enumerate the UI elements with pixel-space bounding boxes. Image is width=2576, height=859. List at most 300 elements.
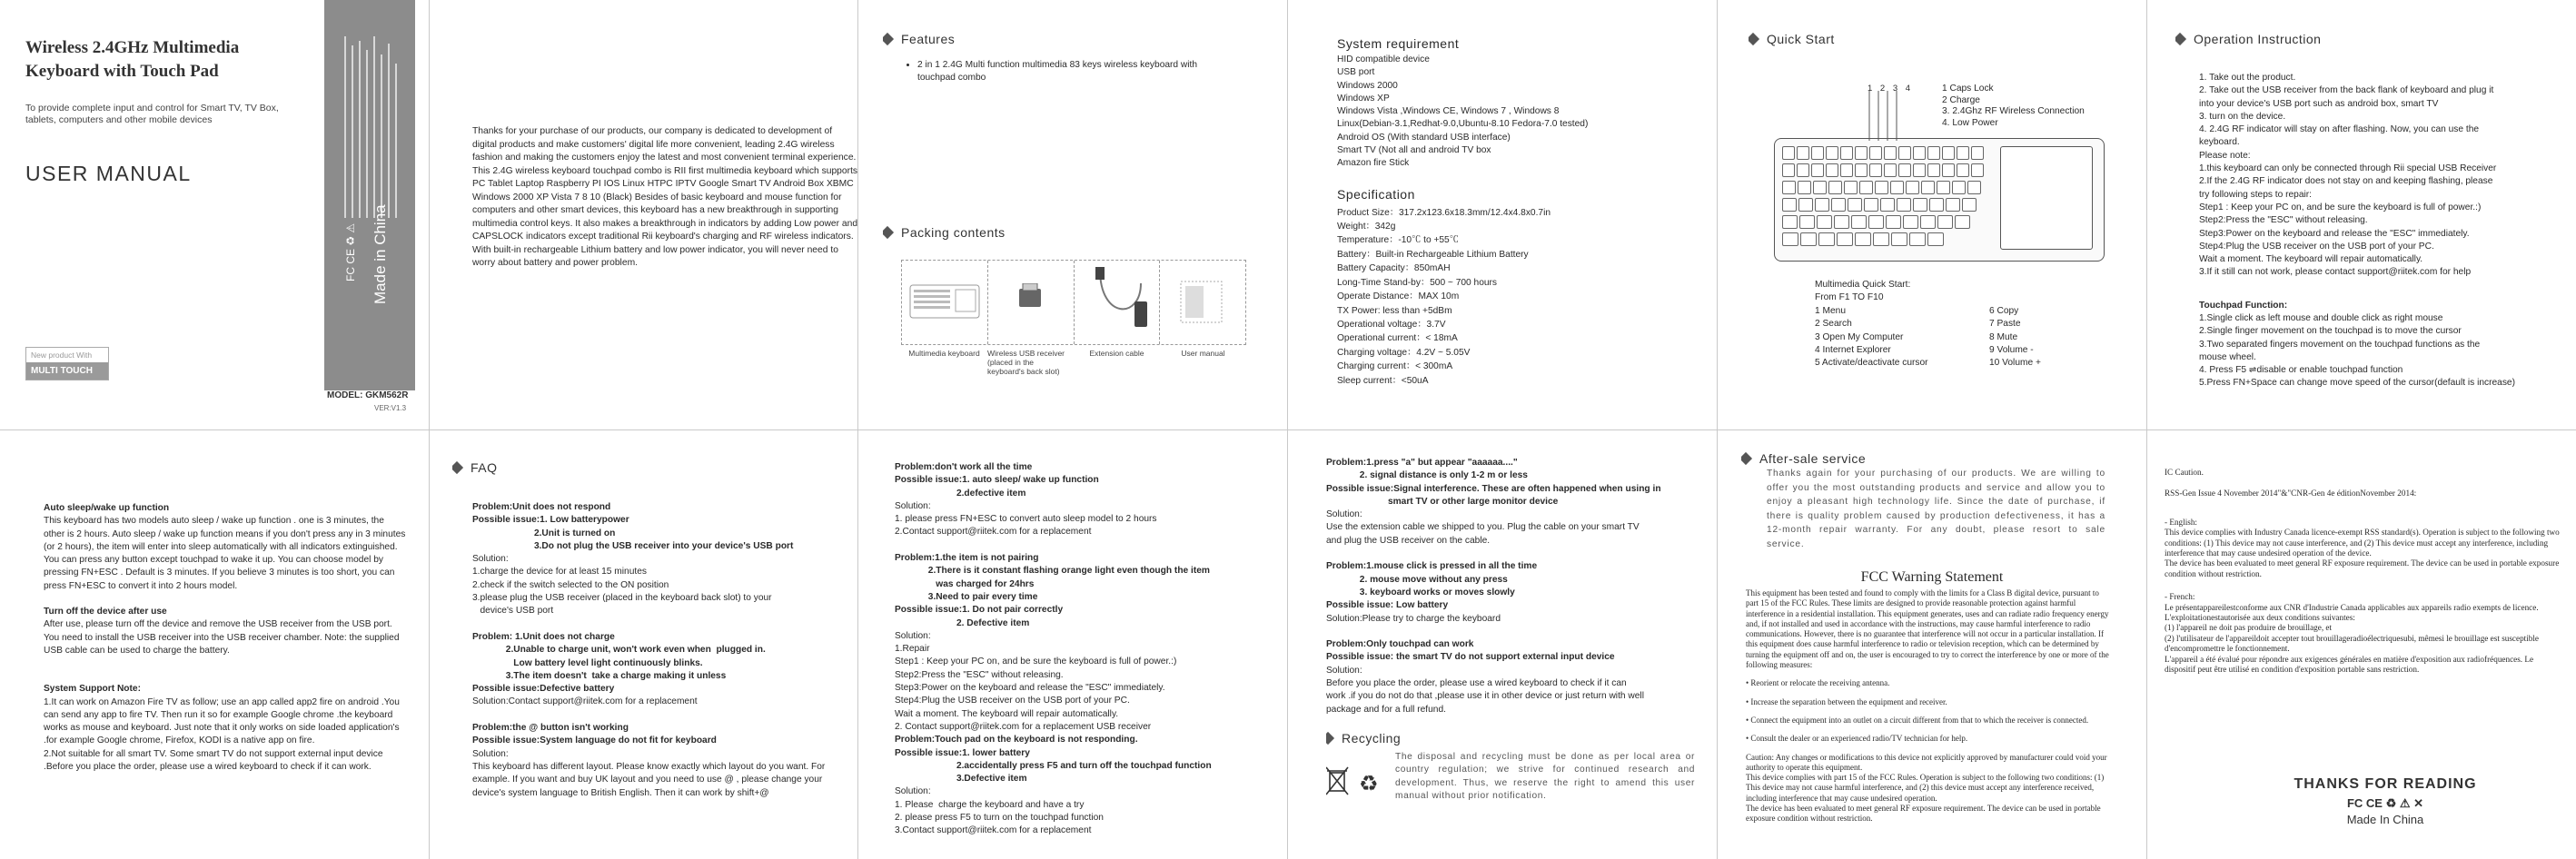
keyboard-key	[1869, 146, 1882, 160]
keyboard-key	[1844, 181, 1858, 194]
keyboard-key	[1880, 198, 1895, 212]
keyboard-key	[1800, 232, 1817, 246]
faq-line: package and for a full refund.	[1326, 704, 1446, 715]
faq-line: 3.please plug the USB receiver (placed in the keyboard back slot) to your	[472, 593, 772, 604]
features-item-line2: touchpad combo	[917, 73, 986, 84]
faq-line: Wait a moment. The keyboard will repair automatically.	[895, 708, 1119, 719]
keyboard-diagram	[1774, 138, 2105, 262]
keyboard-key	[1946, 198, 1960, 212]
faq-heading-text: FAQ	[471, 460, 498, 475]
keyboard-key	[1818, 232, 1835, 246]
faq-line: smart TV or other large monitor device	[1326, 496, 1559, 507]
faq-line: 3.Do not plug the USB receiver into your device's USB port	[472, 540, 794, 551]
keyboard-key	[1782, 146, 1795, 160]
fcc-text1: This equipment has been tested and found to comply with the limits for a Class B digital device, pursuant to part 15 of the FCC Rules. These limits are designed to provide reasonable protection against harmful interference in a residential installation. This equipment generates, uses and can radiate radio frequency energy and, if not installed and used in accordance with the instructions, may cause harmful interference to radio communications. However, there is no guarantee that interference will not occur in a particular installation. If this equipment does cause harmful interference to radio or television reception, which can be determined by turning the equipment off and on, the user is encouraged to try to correct the interference by one or more of the following measures:	[1746, 588, 2109, 670]
features-item	[917, 59, 1264, 85]
keyboard-key	[1828, 181, 1842, 194]
packing-item-manual	[1160, 261, 1245, 344]
spine-version: VER:V1.3	[374, 404, 407, 412]
multimedia-key-item: 4 Internet Explorer	[1815, 344, 1891, 355]
multimedia-key-item: 3 Open My Computer	[1815, 331, 1904, 342]
keyboard-key	[1937, 215, 1953, 229]
turnoff-text: After use, please turn off the device and remove the USB receiver from the USB port. You need to install the USB receiver into the USB receiver chamber. Note: the supplied USB cable can be used to charge the battery.	[44, 619, 400, 656]
keyboard-key	[1782, 215, 1798, 229]
faq-line: Possible issue:1. Do not pair correctly	[895, 605, 1064, 616]
operation-line: keyboard.	[2199, 137, 2240, 148]
spine-model: MODEL: GKM562R	[327, 390, 409, 400]
packing-item-receiver	[988, 261, 1075, 344]
packing-item-cable	[1075, 261, 1161, 344]
keyboard-key	[1897, 198, 1911, 212]
keyboard-key	[1929, 198, 1944, 212]
user-manual-image	[1176, 277, 1231, 331]
faq-line: was charged for 24hrs	[895, 578, 1035, 589]
packing-heading-text: Packing contents	[901, 225, 1006, 240]
keyboard-key	[1859, 181, 1873, 194]
faq-line: Solution:Contact support@riitek.com for a replacement	[472, 696, 698, 707]
keyboard-key	[1927, 163, 1940, 177]
packing-label: Multimedia keyboard	[908, 349, 980, 358]
multitouch-badge	[25, 347, 109, 380]
multimedia-sub: From F1 TO F10	[1815, 292, 1884, 303]
requirement-line: HID compatible device	[1337, 54, 1430, 64]
faq-line: and plug the USB receiver on the cable.	[1326, 535, 1491, 546]
faq-line: 1.charge the device for at least 15 minutes	[472, 567, 647, 578]
cover-title-line2: Keyboard with Touch Pad	[25, 62, 219, 81]
faq-line: Problem:1.mouse click is pressed in all the time	[1326, 561, 1538, 572]
cert-icons: FC CE ♻ ⚠ ✕	[2346, 796, 2424, 810]
operation-line: Step3:Power on the keyboard and release the "ESC" immediately.	[2199, 228, 2470, 239]
operation-line: into your device's USB port such as android box, smart TV	[2199, 98, 2439, 109]
usb-receiver-image	[1014, 283, 1050, 320]
ic-caution: IC Caution.	[2165, 468, 2204, 477]
requirement-line: Windows Vista ,Windows CE, Windows 7 , Windows 8	[1337, 106, 1560, 117]
specification-heading: Specification	[1337, 186, 1415, 202]
spine-made-in: Made in China	[372, 204, 389, 304]
ic-english-label: - English:	[2165, 517, 2197, 527]
operation-line: Please note:	[2199, 150, 2251, 161]
faq-line: Low battery level light continuously blinks.	[472, 657, 703, 668]
recycling-icons	[1326, 764, 1382, 796]
faq-line: Solution:	[895, 630, 931, 641]
packing-label: User manual	[1181, 349, 1225, 358]
faq-line: Solution:Please try to charge the keyboard	[1326, 613, 1501, 624]
keyboard-key	[1811, 146, 1824, 160]
keyboard-key	[1840, 163, 1853, 177]
requirement-line: Amazon fire Stick	[1337, 158, 1410, 169]
indicator-legend-item: 3. 2.4Ghz RF Wireless Connection	[1942, 106, 2085, 116]
faq-line: Possible issue:1. Low batterypower	[472, 515, 629, 526]
turnoff-title: Turn off the device after use	[44, 607, 167, 617]
touchpad-line: 1.Single click as left mouse and double click as right mouse	[2199, 313, 2443, 323]
spec-line: Battery Capacity：850mAH	[1337, 263, 1451, 274]
keyboard-key	[1957, 146, 1969, 160]
operation-line: 1.this keyboard can only be connected through Rii special USB Receiver	[2199, 163, 2497, 174]
faq-line: 2.check if the switch selected to the ON position	[472, 579, 669, 590]
support-text2: 2.Not suitable for all smart TV. Some smart TV do not support external input device .Before you place the order, please use a wired keyboard to check if it can work.	[44, 748, 383, 773]
intro-text: Thanks for your purchase of our products, our company is dedicated to development of digital products and make customers' digital life more convenient, leading 2.4G wireless fashion and making the customers enjoy the latest and most convenient terminal experience. This 2.4G wireless keyboard touchpad combo is RII first multimedia keyboard which supports PC Tablet Laptop Raspberry PI IOS Linux HTPC IPTV Google Smart TV Android Box XBMC Windows 2000 XP Vista 7 8 10 (Black) Besides of basic keyboard and mouse function for computers and other smart devices, this keyboard has a new breakthrough in supporting multimedia control keys. It also makes a breakthrough in indicators by adding Low power and CAPSLOCK indicators except traditional Rii keyboard's charging and RF wireless indicators. With built-in rechargeable Lithium battery and low power indicator, you will never need to worry about battery and power problem.	[472, 126, 858, 268]
faq-line: Possible issue:Defective battery	[472, 684, 615, 695]
keyboard-key	[1886, 215, 1901, 229]
ic-french-2: (2) l'utilisateur de l'appareildoit accepter tout brouillageradioélectriquesubi, mêmesi le brouillage est susceptible d'encompromettre le fonctionnement.	[2165, 633, 2540, 654]
diamond-icon	[883, 226, 894, 239]
recycle-icon: ♻	[1359, 772, 1379, 796]
keyboard-key	[1906, 181, 1919, 194]
keyboard-key	[1927, 146, 1940, 160]
faq-line: work .if you do not do that ,please use it in other device or just return with well	[1326, 691, 1644, 702]
keyboard-key	[1811, 163, 1824, 177]
faq-heading	[452, 460, 852, 475]
keyboard-key	[1967, 181, 1981, 194]
faq-line	[472, 618, 845, 631]
keyboard-key	[1826, 146, 1838, 160]
operation-line: 2.If the 2.4G RF indicator does not stay on and keeping flashing, please	[2199, 176, 2493, 187]
requirement-line: Linux(Debian-3.1,Redhat-9.0,Ubuntu-8.10 Fedora-7.0 tested)	[1337, 119, 1589, 130]
extension-cable-image	[1091, 265, 1154, 338]
keyboard-key	[1884, 146, 1897, 160]
multimedia-key-item: 2 Search	[1815, 319, 1852, 330]
multimedia-key-item: 1 Menu	[1815, 306, 1846, 316]
cover-manual-title: USER MANUAL	[25, 162, 192, 185]
fcc-text2: Caution: Any changes or modifications to this device not explicitly approved by manufacturer could void your authority to operate this equipment.	[1746, 752, 2107, 772]
ic-french-label: - French:	[2165, 592, 2195, 602]
faq-line: 1.Repair	[895, 644, 930, 655]
keyboard-key	[1898, 146, 1911, 160]
packing-label: Extension cable	[1089, 349, 1144, 358]
indicator-numbers: 1 2 3 4	[1868, 84, 1914, 94]
keyboard-key	[1962, 198, 1977, 212]
ic-rss: RSS-Gen Issue 4 November 2014"&"CNR-Gen 4e éditionNovember 2014:	[2165, 489, 2417, 499]
faq-line: Solution:	[895, 500, 931, 511]
keyboard-key	[1831, 198, 1846, 212]
faq-panel	[452, 460, 852, 851]
faq-line: 2.Unit is turned on	[472, 528, 616, 538]
faq-line: 2. mouse move without any press	[1326, 574, 1508, 585]
faq-line: Solution:	[1326, 509, 1362, 520]
faq-line: 2. Defective item	[895, 617, 1030, 628]
faq-line: Solution:	[1326, 665, 1362, 676]
faq2-panel	[895, 461, 1276, 852]
faq-line: Step4:Plug the USB receiver on the USB port of your PC.	[895, 696, 1130, 706]
operation-line: 1. Take out the product.	[2199, 73, 2296, 83]
keyboard-key	[1903, 215, 1918, 229]
aftersale-heading	[1741, 451, 2123, 466]
keyboard-key	[1799, 215, 1815, 229]
faq-line: Problem: 1.Unit does not charge	[472, 631, 615, 642]
spec-line: Product Size：317.2x123.6x18.3mm/12.4x4.8x0.7in	[1337, 207, 1551, 218]
keyboard-key	[1797, 163, 1809, 177]
cover-panel	[0, 0, 322, 430]
spine-panel	[324, 0, 415, 430]
operation-heading-text: Operation Instruction	[2194, 32, 2322, 46]
touchpad-line: 3.Two separated fingers movement on the touchpad functions as the	[2199, 339, 2481, 350]
ic-french-3: L'appareil a été évalué pour répondre aux exigences générales en matière d'exposition aux radiofréquences. Le dispositif peut être utilisé en condition d'exposition portable sans restriction.	[2165, 654, 2534, 675]
keyboard-key	[1782, 198, 1797, 212]
ic-english-text2: The device has been evaluated to meet general RF exposure requirement. The device can be used in portable exposure condition without restriction.	[2165, 558, 2560, 578]
keyboard-key	[1884, 163, 1897, 177]
badge-bottom-text: MULTI TOUCH	[26, 362, 108, 380]
keyboard-key	[1913, 163, 1926, 177]
faq-line: Problem:Unit does not respond	[472, 502, 611, 512]
diamond-icon	[1749, 33, 1759, 45]
spine-bar	[324, 0, 415, 390]
keyboard-key	[1955, 215, 1970, 229]
operation-line: Step2:Press the "ESC" without releasing.	[2199, 215, 2368, 226]
keyboard-key	[1782, 163, 1795, 177]
faq-line: Problem:1.press "a" but appear "aaaaaa...."	[1326, 458, 1518, 468]
faq-line: Possible issue: the smart TV do not support external input device	[1326, 652, 1615, 663]
recycling-heading	[1326, 731, 1401, 745]
faq-line: 2. signal distance is only 1-2 m or less	[1326, 470, 1528, 481]
operation-panel	[2175, 32, 2575, 422]
faq3-panel	[1326, 457, 1708, 856]
keyboard-key	[1798, 181, 1811, 194]
faq-line: 2.defective item	[895, 488, 1026, 499]
fcc-text3: This device complies with part 15 of the FCC Rules. Operation is subject to the following two conditions: (1) This device may not cause harmful interference, and (2) this device must accept any interference received, including interference that may cause undesired operation.	[1746, 773, 2105, 803]
faq-line: 3.Need to pair every time	[895, 591, 1038, 602]
keyboard-key	[1782, 232, 1798, 246]
spec-line: Operate Distance：MAX 10m	[1337, 291, 1460, 302]
keyboard-key	[1864, 198, 1878, 212]
spec-line: TX Power: less than +5dBm	[1337, 305, 1452, 316]
operation-heading	[2175, 32, 2575, 46]
packing-contents	[901, 260, 1246, 345]
operation-line: Step4:Plug the USB receiver on the USB port of your PC.	[2199, 241, 2434, 252]
operation-line: Step1 : Keep your PC on, and be sure the keyboard is full of power.:)	[2199, 202, 2482, 212]
autosleep-title: Auto sleep/wake up function	[44, 503, 170, 513]
requirements-panel	[1337, 36, 1719, 418]
keyboard-image	[908, 281, 981, 326]
faq-line: Solution:	[895, 786, 931, 797]
features-heading	[883, 32, 1264, 46]
requirement-line: Android OS (With standard USB interface)	[1337, 132, 1511, 143]
keyboard-key	[1855, 146, 1868, 160]
thanks-block	[2249, 776, 2522, 826]
multimedia-key-item: 5 Activate/deactivate cursor	[1815, 358, 1928, 369]
faq-line: This keyboard has different layout. Please know exactly which layout do you want. For example. If you want and buy UK layout and you need to use @ , please change your device's system language to British English. Then it can work by shift+@	[472, 761, 828, 798]
spine-fine-print	[324, 36, 415, 272]
keyboard-key	[1909, 232, 1926, 246]
multimedia-key-item: 6 Copy	[1989, 306, 2019, 316]
faq-line: Possible issue:System language do not fit for keyboard	[472, 736, 717, 746]
faq-line	[895, 539, 1276, 552]
cover-title-line1: Wireless 2.4GHz Multimedia	[25, 38, 240, 57]
fcc-bullet: • Increase the separation between the equipment and receiver.	[1746, 696, 1947, 706]
faq-line: 1. please press FN+ESC to convert auto sleep model to 2 hours	[895, 514, 1157, 525]
keyboard-key	[1971, 146, 1984, 160]
keyboard-key	[1937, 181, 1950, 194]
aftersale-panel	[1741, 451, 2123, 851]
touchpad-diagram	[2000, 146, 2093, 250]
support-title: System Support Note:	[44, 684, 141, 695]
faq-line	[1326, 626, 1708, 638]
diamond-icon	[1326, 732, 1334, 745]
keyboard-key	[1875, 181, 1888, 194]
keyboard-key	[1782, 181, 1796, 194]
keyboard-key	[1817, 215, 1832, 229]
faq-line: 2.accidentally press F5 and turn off the touchpad function	[895, 760, 1212, 771]
diamond-icon	[883, 33, 894, 45]
spec-line: Battery：Built-in Rechargeable Lithium Battery	[1337, 249, 1529, 260]
recycling-heading-text: Recycling	[1342, 731, 1402, 745]
spec-line: Operational current：< 18mA	[1337, 333, 1458, 344]
badge-top-text: New product With	[31, 351, 93, 360]
touchpad-line: mouse wheel.	[2199, 351, 2256, 362]
keyboard-key	[1826, 163, 1838, 177]
touchpad-line: 4. Press F5 ⇌disable or enable touchpad function	[2199, 365, 2403, 376]
keyboard-key	[1952, 181, 1966, 194]
requirements-heading: System requirement	[1337, 36, 1460, 51]
faq-line: device's USB port	[472, 606, 554, 617]
packing-item-keyboard	[902, 261, 988, 344]
faq-line: 3. keyboard works or moves slowly	[1326, 587, 1515, 597]
aftersale-heading-text: After-sale service	[1759, 451, 1867, 466]
keyboard-key	[1891, 232, 1907, 246]
fcc-bullet: • Connect the equipment into an outlet on a circuit different from that to which the receiver is connected.	[1746, 715, 2089, 725]
ic-french-1: (1) l'appareil ne doit pas produire de brouillage, et	[2165, 623, 2333, 633]
faq-line: 1. Please charge the keyboard and have a try	[895, 799, 1085, 810]
touchpad-title: Touchpad Function:	[2199, 301, 2288, 311]
keyboard-key	[1855, 163, 1868, 177]
spec-line: Operational voltage：3.7V	[1337, 319, 1446, 330]
fcc-text4: The device has been evaluated to meet general RF exposure requirement. The device can be used in portable exposure condition without restriction.	[1746, 804, 2101, 824]
features-heading-text: Features	[901, 32, 956, 46]
indicator-legend-item: 1 Caps Lock	[1942, 84, 1994, 94]
keyboard-key	[1813, 181, 1827, 194]
cover-subtitle-line1: To provide complete input and control for Smart TV, TV Box,	[25, 103, 279, 114]
spec-line: Weight：342g	[1337, 222, 1396, 232]
keyboard-key	[1913, 198, 1927, 212]
indicator-legend-item: 2 Charge	[1942, 94, 1980, 105]
faq-line	[472, 709, 845, 722]
spine-cert-icons: FC CE ♻ ⚠	[344, 222, 357, 281]
recycling-text: The disposal and recycling must be done as per local area or country regulation; we strive for continued research and development. Thus, we reserve the right to amend this user manual without prior notification.	[1395, 752, 1695, 801]
faq-line: 2.Unable to charge unit, won't work even when plugged in.	[472, 645, 766, 656]
packing-note: keyboard's back slot)	[987, 367, 1060, 376]
touchpad-line: 2.Single finger movement on the touchpad is to move the cursor	[2199, 326, 2462, 337]
keyboard-key	[1855, 232, 1871, 246]
keyboard-key	[1920, 215, 1936, 229]
keyboard-key	[1971, 163, 1984, 177]
operation-line: 3.If it still can not work, please contact support@riitek.com for help	[2199, 267, 2472, 278]
fcc-title: FCC Warning Statement	[1860, 569, 2004, 585]
faq-line: Solution:	[472, 554, 509, 565]
features-item-line1: 2 in 1 2.4G Multi function multimedia 83 keys wireless keyboard with	[917, 60, 1198, 70]
faq-line: Possible issue:1. lower battery	[895, 747, 1030, 758]
faq-line: Solution:	[472, 748, 509, 759]
faq-line: Possible issue:Signal interference. These are often happened when using in	[1326, 483, 1661, 494]
operation-line: 3. turn on the device.	[2199, 111, 2286, 122]
touchpad-line: 5.Press FN+Space can change move speed of the cursor(default is increase)	[2199, 378, 2515, 389]
multimedia-title: Multimedia Quick Start:	[1815, 280, 1911, 290]
faq-line: Problem:the @ button isn't working	[472, 723, 629, 734]
spec-line: Charging voltage：4.2V ~ 5.05V	[1337, 347, 1471, 358]
operation-line: 2. Take out the USB receiver from the back flank of keyboard and plug it	[2199, 85, 2494, 96]
fcc-bullet: • Consult the dealer or an experienced radio/TV technician for help.	[1746, 734, 1968, 744]
aftersale-text: Thanks again for your purchasing of our products. We are willing to offer you the most outstanding products and service and allow you to enjoy a pleasant high technology life. Since the date of purchase, if there is quality problem caused by production defectiveness, it has a 12-month repair warranty. For any doubt, please resort to sale service.	[1767, 469, 2105, 549]
faq-line: Problem:don't work all the time	[895, 462, 1033, 472]
keyboard-key	[1942, 146, 1955, 160]
faq-line: Use the extension cable we shipped to you. Plug the cable on your smart TV	[1326, 522, 1640, 533]
ic-english-text: This device complies with Industry Canada licence-exempt RSS standard(s). Operation is subject to the following two conditions: (1) This device may not cause interference, and (2) This device must accept any interference, including interference that may cause undesired operation of the device.	[2165, 528, 2560, 558]
autosleep-panel	[44, 502, 407, 847]
keyboard-key	[1873, 232, 1889, 246]
keyboard-key	[1913, 146, 1926, 160]
packing-label-receiver	[987, 349, 1074, 376]
multimedia-key-item: 10 Volume +	[1989, 358, 2041, 369]
fcc-bullet: • Reorient or relocate the receiving antenna.	[1746, 678, 1890, 688]
keyboard-key	[1890, 181, 1904, 194]
faq-line: Problem:Touch pad on the keyboard is not responding.	[895, 735, 1138, 745]
spec-line: Charging current：< 300mA	[1337, 361, 1453, 372]
faq-line: Possible issue:1. auto sleep/ wake up function	[895, 475, 1099, 486]
ic-french-text: Le présentappareilestconforme aux CNR d'Industrie Canada applicables aux appareils radio exempts de licence. L'exploitationestautorisée aux deux conditions suivantes:	[2165, 602, 2539, 623]
packing-labels	[901, 349, 1246, 376]
faq-line: 2. Contact support@riitek.com for a replacement USB receiver	[895, 721, 1152, 732]
faq-line: Possible issue: Low battery	[1326, 600, 1449, 611]
keyboard-key	[1898, 163, 1911, 177]
keyboard-key	[1942, 163, 1955, 177]
keyboard-key	[1851, 215, 1867, 229]
indicator-lines	[1862, 91, 1917, 145]
faq-line: 3.The item doesn't take a charge making it unless	[472, 670, 727, 681]
made-in-china: Made In China	[2346, 813, 2424, 826]
multimedia-key-item: 9 Volume -	[1989, 344, 2034, 355]
multimedia-key-item: 7 Paste	[1989, 319, 2021, 330]
diamond-icon	[2175, 33, 2186, 45]
diamond-icon	[452, 461, 463, 474]
packing-heading	[883, 225, 1006, 240]
faq-line: Before you place the order, please use a wired keyboard to check if it can	[1326, 678, 1627, 689]
faq-line: 2.There is it constant flashing orange light even though the item	[895, 566, 1210, 577]
faq-line: Step1 : Keep your PC on, and be sure the keyboard is full of power.:)	[895, 657, 1177, 667]
cover-subtitle-line2: tablets, computers and other mobile devices	[25, 114, 213, 125]
keyboard-key	[1927, 232, 1944, 246]
quickstart-heading-text: Quick Start	[1767, 32, 1835, 46]
requirement-line: USB port	[1337, 67, 1375, 78]
keyboard-key	[1837, 232, 1853, 246]
faq-line	[1326, 548, 1708, 560]
keyboard-key	[1798, 198, 1813, 212]
requirement-line: Windows XP	[1337, 93, 1390, 104]
keyboard-key	[1921, 181, 1935, 194]
requirement-line: Smart TV (Not all and android TV box	[1337, 145, 1491, 156]
keyboard-key	[1797, 146, 1809, 160]
keyboard-key	[1840, 146, 1853, 160]
quickstart-heading	[1749, 32, 2130, 46]
support-text1: 1.It can work on Amazon Fire TV as follow; use an app called app2 fire on android .You can send any app to fire TV. Then run it so for example Google chrome .the keyboard works as mouse and keyboard. Just note that it only works on side loaded application's .for example Google chrome, Firefox, KODI is a native app on fire.	[44, 696, 400, 746]
faq-line: 2. please press F5 to turn on the touchpad function	[895, 813, 1104, 824]
faq-line: Step3:Power on the keyboard and release the "ESC" immediately.	[895, 683, 1165, 694]
keyboard-key	[1815, 198, 1829, 212]
packing-note: (placed in the	[987, 358, 1035, 367]
diamond-icon	[1741, 452, 1752, 465]
keyboard-key	[1957, 163, 1969, 177]
indicator-legend-item: 4. Low Power	[1942, 117, 1998, 128]
faq-line: Step2:Press the "ESC" without releasing.	[895, 669, 1064, 680]
requirement-line: Windows 2000	[1337, 80, 1398, 91]
packing-label: Wireless USB receiver	[987, 349, 1065, 358]
faq-line: 2.Contact support@riitek.com for a replacement	[895, 527, 1092, 538]
faq-line: Problem:1.the item is not pairing	[895, 553, 1039, 564]
faq-line: Problem:Only touchpad can work	[1326, 639, 1474, 650]
spec-line: Temperature：-10℃ to +55℃	[1337, 235, 1459, 246]
operation-line: try following steps to repair:	[2199, 189, 2313, 200]
keyboard-key	[1848, 198, 1862, 212]
autosleep-text: This keyboard has two models auto sleep / wake up function . one is 3 minutes, the other is 2 hours. Auto sleep / wake up function means if you don't press any in 3 minutes (or 2 hours), the item will enter into sleep automatically with all indicators extinguished. You can press any button except touchpad to wake it up. You can choose model by pressing FN+ESC . Default is 3 minutes. If you believe 3 minutes is too short, you can press FN+ESC to convert it into 2 hours model.	[44, 516, 406, 591]
keyboard-key	[1868, 215, 1884, 229]
keyboard-key	[1834, 215, 1849, 229]
